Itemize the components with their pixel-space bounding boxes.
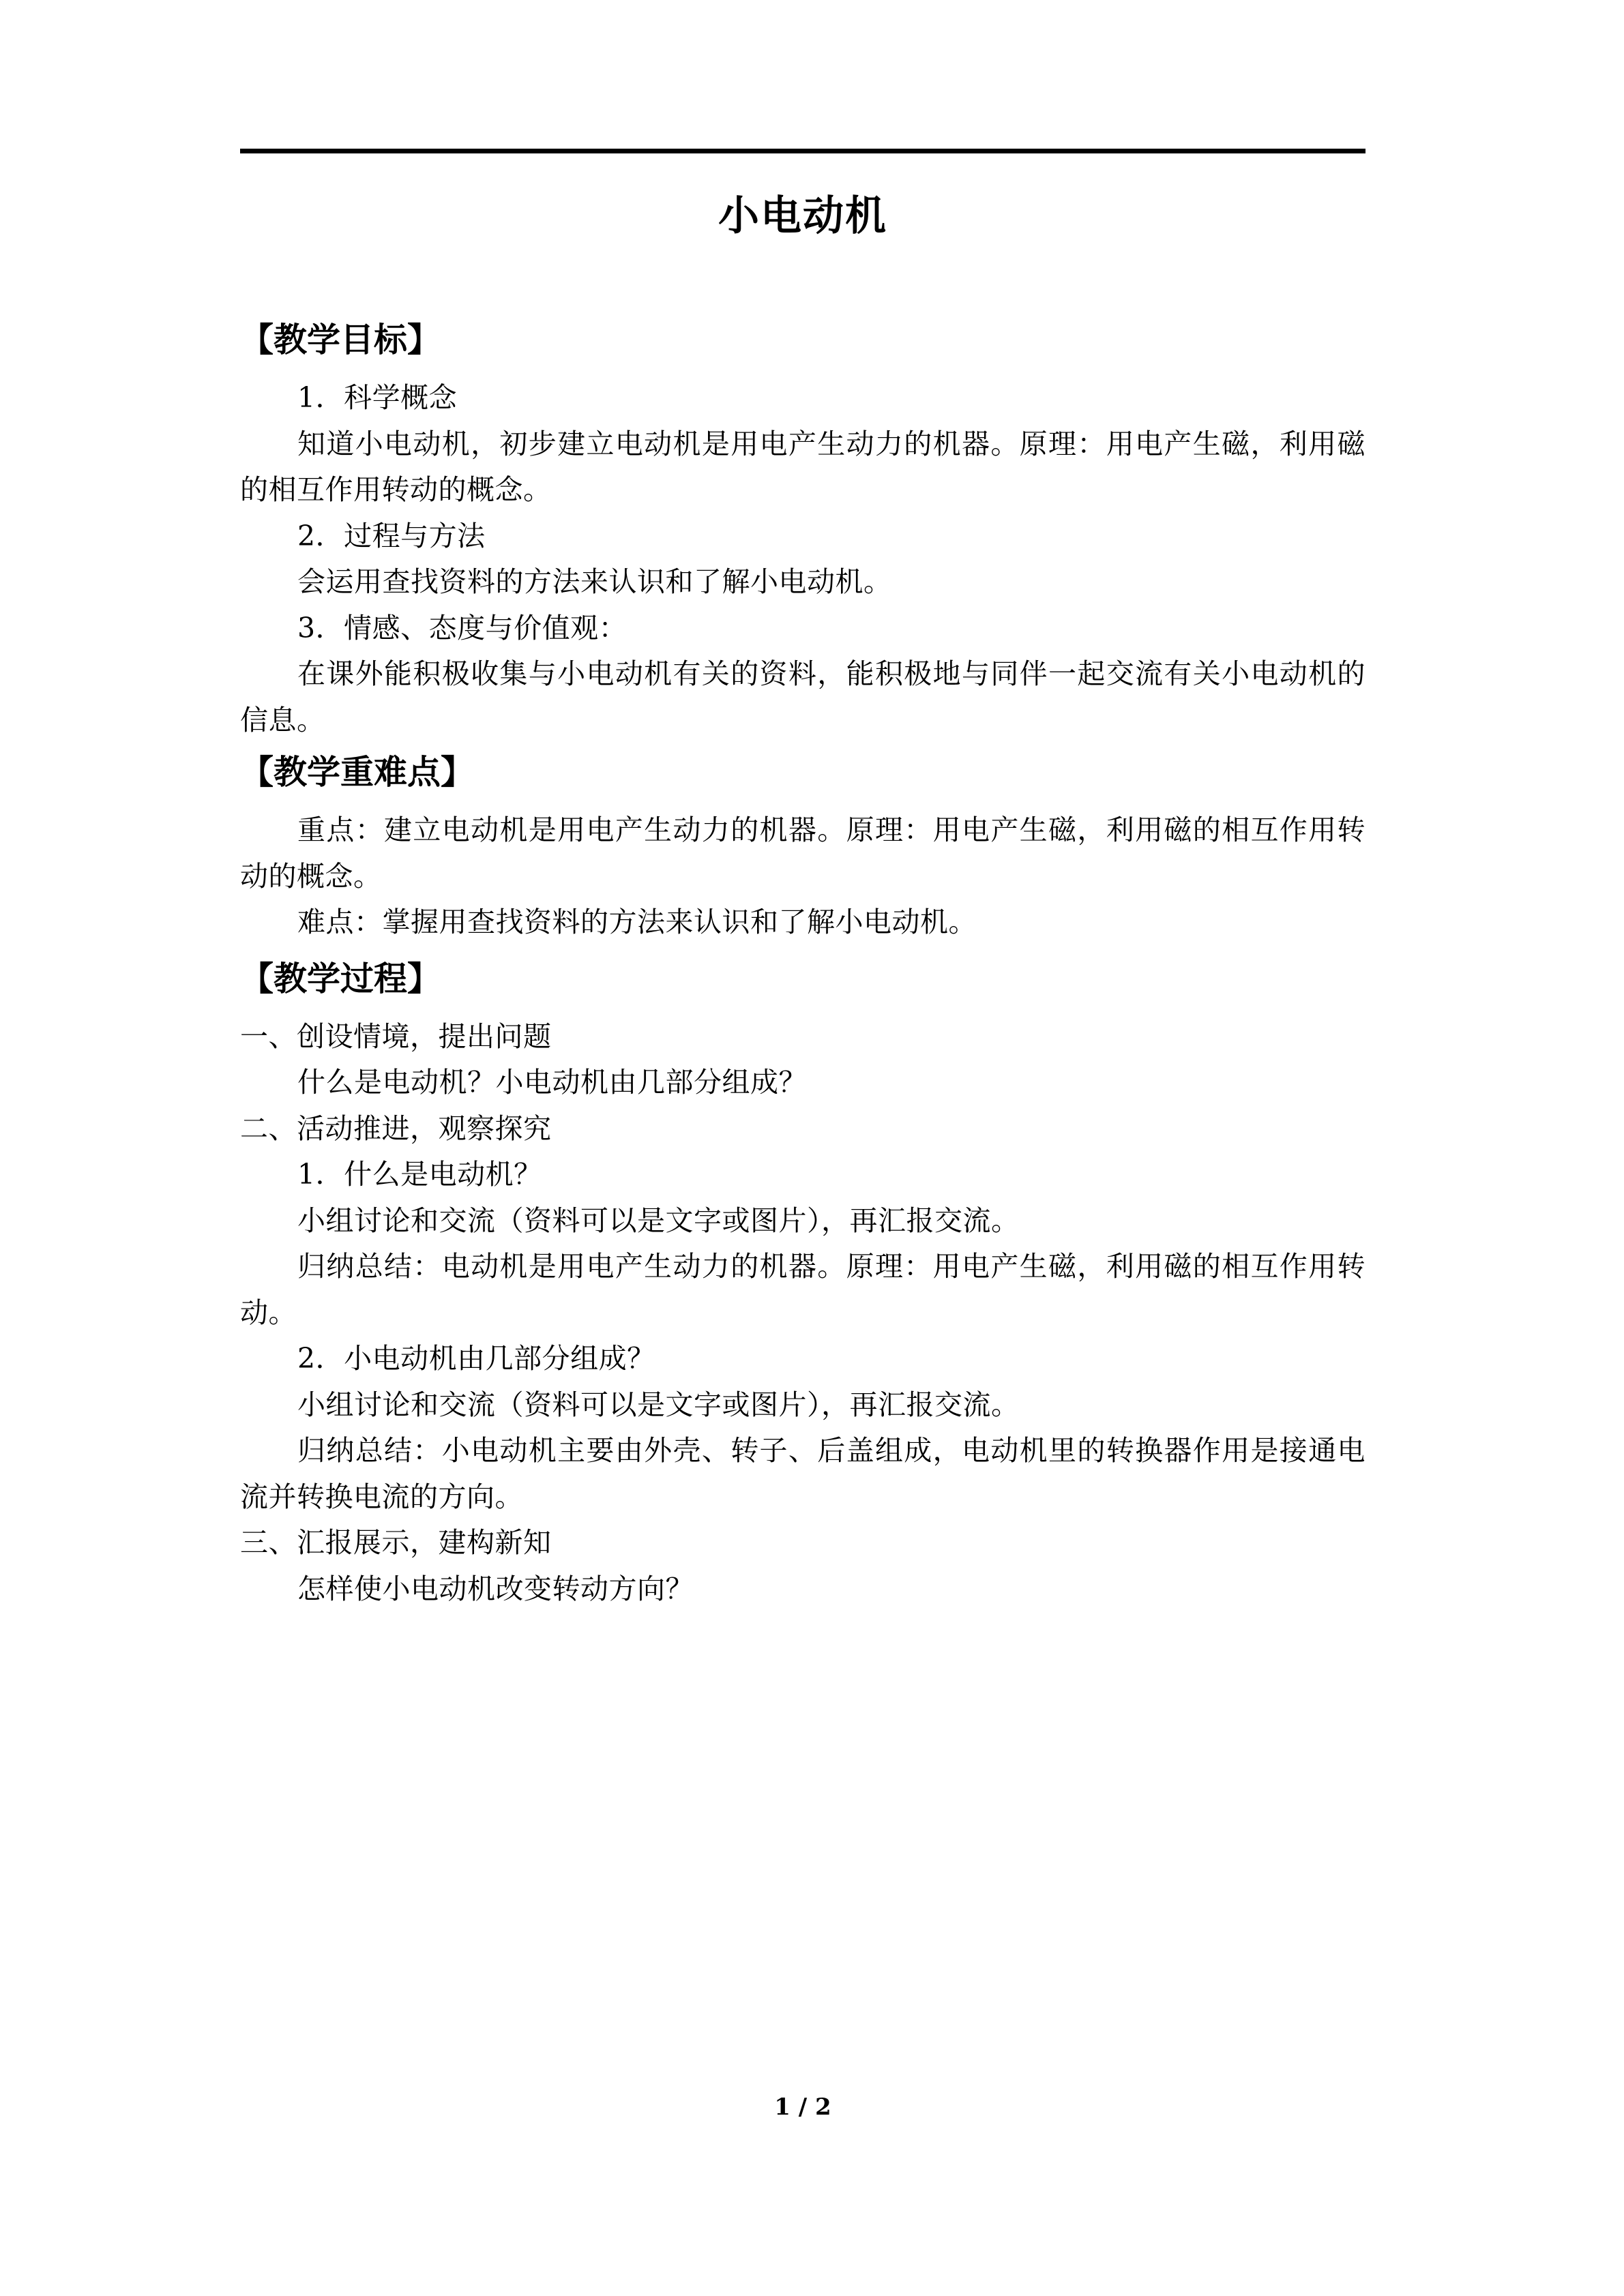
document-body [240, 318, 1365, 1612]
page-number-footer: 1 / 2 [774, 2093, 831, 2121]
section-key-and-difficult-points [240, 750, 1365, 946]
section-spacer [240, 946, 1365, 957]
paragraph: 2．小电动机由几部分组成？ [297, 1342, 655, 1375]
section-teaching-objectives [240, 318, 1365, 743]
section-heading: 【教学重难点】 [240, 753, 475, 792]
paragraph: 在课外能积极收集与小电动机有关的资料，能积极地与同伴一起交流有关小电动机的信息。 [240, 657, 1365, 736]
paragraph: 什么是电动机？小电动机由几部分组成？ [297, 1066, 807, 1099]
section-teaching-process [240, 957, 1365, 1613]
paragraph: 三、汇报展示，建构新知 [240, 1526, 552, 1559]
paragraph: 1．科学概念 [297, 381, 458, 414]
paragraph: 归纳总结：小电动机主要由外壳、转子、后盖组成，电动机里的转换器作用是接通电流并转换电流的方向。 [240, 1434, 1365, 1513]
paragraph: 2．过程与方法 [297, 519, 486, 552]
paragraph: 一、创设情境，提出问题 [240, 1019, 552, 1053]
paragraph: 重点：建立电动机是用电产生动力的机器。原理：用电产生磁，利用磁的相互作用转动的概念。 [240, 814, 1365, 893]
section-spacer [240, 743, 1365, 750]
paragraph: 知道小电动机，初步建立电动机是用电产生动力的机器。原理：用电产生磁，利用磁的相互作用转动的概念。 [240, 427, 1365, 506]
paragraph: 小组讨论和交流（资料可以是文字或图片），再汇报交流。 [297, 1204, 1020, 1237]
page-title: 小电动机 [718, 192, 887, 240]
paragraph: 1．什么是电动机？ [297, 1158, 542, 1191]
paragraph: 怎样使小电动机改变转动方向？ [297, 1572, 694, 1605]
paragraph: 难点：掌握用查找资料的方法来认识和了解小电动机。 [297, 906, 977, 938]
section-heading: 【教学过程】 [240, 959, 441, 998]
paragraph: 小组讨论和交流（资料可以是文字或图片），再汇报交流。 [297, 1388, 1020, 1421]
paragraph: 3．情感、态度与价值观： [297, 611, 628, 644]
paragraph: 会运用查找资料的方法来认识和了解小电动机。 [297, 565, 892, 598]
paragraph: 归纳总结：电动机是用电产生动力的机器。原理：用电产生磁，利用磁的相互作用转动。 [240, 1250, 1365, 1329]
paragraph: 二、活动推进，观察探究 [240, 1112, 552, 1145]
header-rule-divider [240, 149, 1365, 153]
section-heading: 【教学目标】 [240, 320, 441, 359]
